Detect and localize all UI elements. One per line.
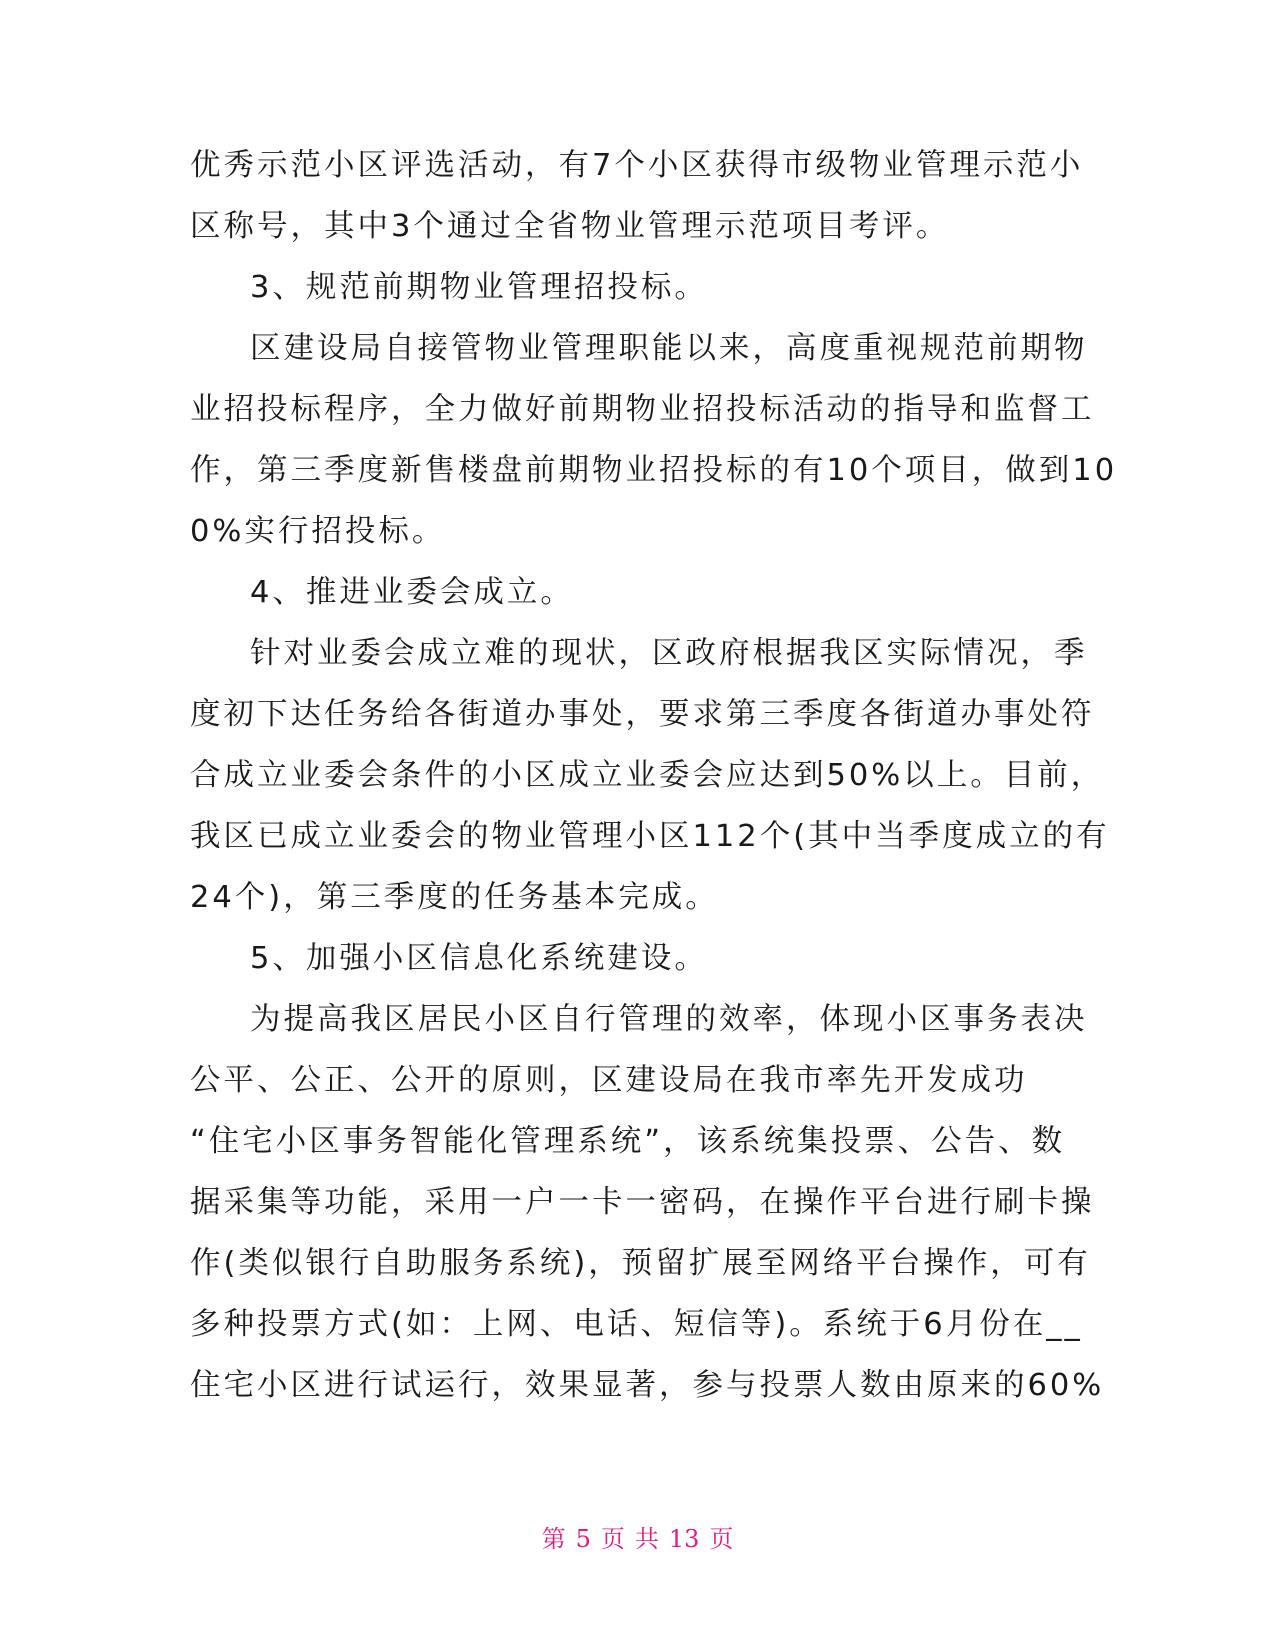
footer-label-ye2: 页: [709, 1525, 734, 1553]
section-heading: 3、规范前期物业管理招投标。: [250, 270, 708, 305]
text-line: 区称号，其中3个通过全省物业管理示范项目考评。: [190, 209, 950, 244]
text-line: 住宅小区进行试运行，效果显著，参与投票人数由原来的60%: [190, 1368, 1105, 1403]
section-heading: 4、推进业委会成立。: [250, 575, 574, 610]
text-line: 优秀示范小区评选活动，有7个小区获得市级物业管理示范小: [190, 148, 1084, 183]
text-line: 24个)，第三季度的任务基本完成。: [190, 880, 719, 915]
footer-label-ye: 页: [600, 1525, 625, 1553]
text-line: 作(类似银行自助服务系统)，预留扩展至网络平台操作，可有: [190, 1246, 1091, 1281]
text-line: 合成立业委会条件的小区成立业委会应达到50%以上。目前，: [190, 758, 1105, 793]
paragraph-first-line: 区建设局自接管物业管理职能以来，高度重视规范前期物: [250, 331, 1088, 366]
footer-label-gong: 共: [634, 1525, 659, 1553]
text-line: 公平、公正、公开的原则，区建设局在我市率先开发成功: [190, 1063, 1028, 1098]
paragraph-first-line: 为提高我区居民小区自行管理的效率，体现小区事务表决: [250, 1002, 1088, 1037]
section-heading: 5、加强小区信息化系统建设。: [250, 941, 708, 976]
text-line: 业招投标程序，全力做好前期物业招投标活动的指导和监督工: [190, 392, 1095, 427]
paragraph-first-line: 针对业委会成立难的现状，区政府根据我区实际情况，季: [250, 636, 1088, 671]
text-line: 据采集等功能，采用一户一卡一密码，在操作平台进行刷卡操: [190, 1185, 1095, 1220]
text-line: 0%实行招投标。: [190, 514, 446, 549]
total-pages-number: 13: [668, 1525, 700, 1553]
text-line: 多种投票方式(如：上网、电话、短信等)。系统于6月份在__: [190, 1307, 1083, 1342]
footer-label-di: 第: [541, 1525, 566, 1553]
page-footer: [0, 1523, 1275, 1555]
text-line: 作，第三季度新售楼盘前期物业招投标的有10个项目，做到10: [190, 453, 1118, 488]
text-line: 我区已成立业委会的物业管理小区112个(其中当季度成立的有: [190, 819, 1110, 854]
current-page-number: 5: [575, 1525, 591, 1553]
text-line: “住宅小区事务智能化管理系统”，该系统集投票、公告、数: [190, 1124, 1066, 1159]
text-line: 度初下达任务给各街道办事处，要求第三季度各街道办事处符: [190, 697, 1095, 732]
